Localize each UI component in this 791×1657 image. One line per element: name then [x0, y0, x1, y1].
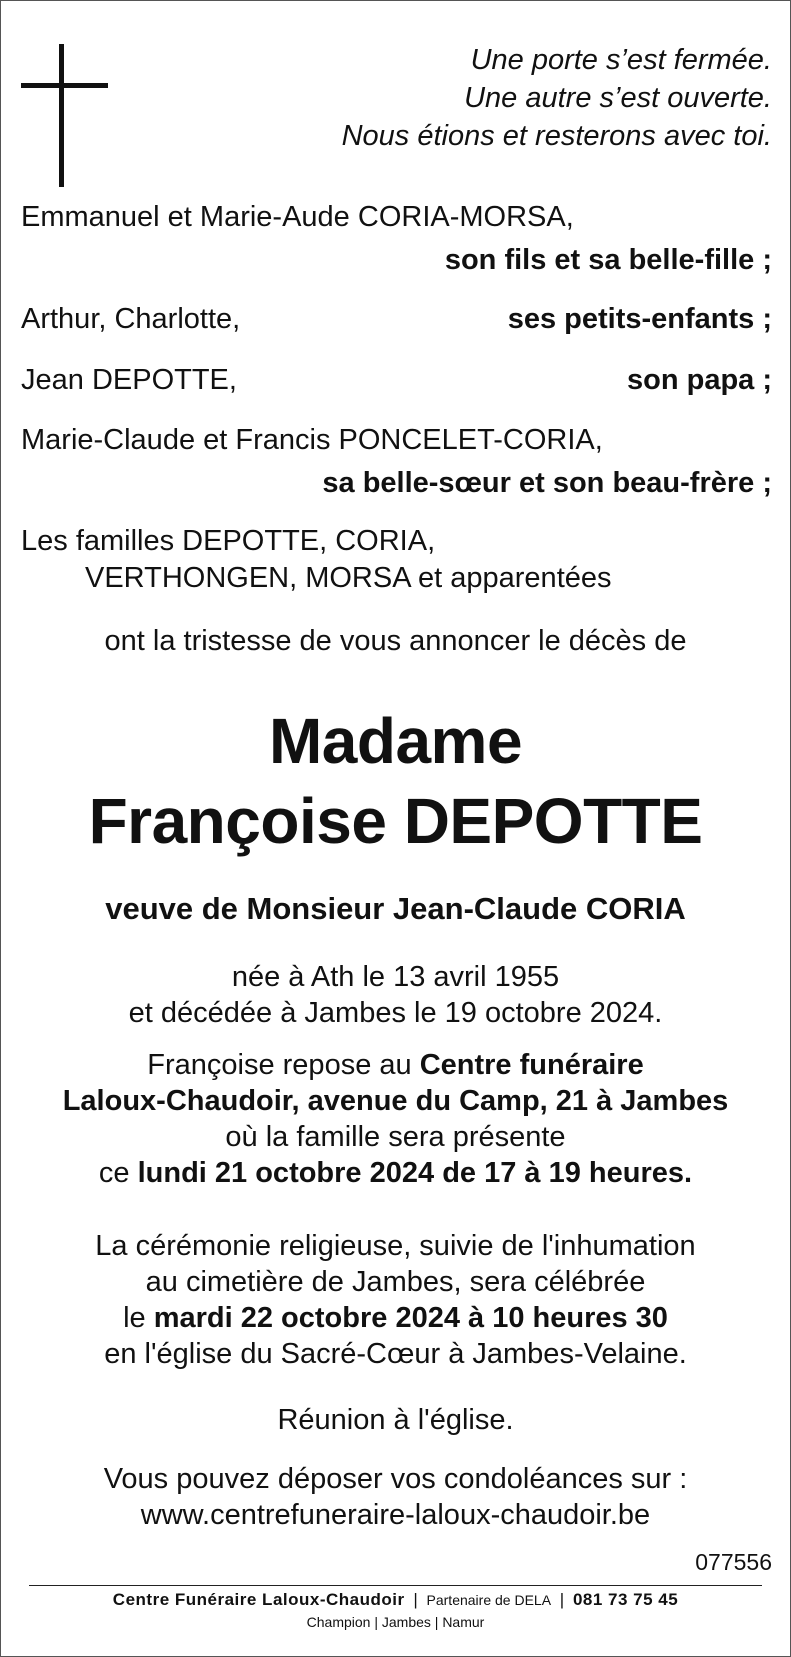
father-relation: son papa ;	[626, 364, 772, 396]
dates	[1, 959, 790, 1031]
ceremony-when-line	[1, 1300, 790, 1336]
grandchildren-relation: ses petits-enfants ;	[507, 303, 772, 335]
deceased-name: Françoise DEPOTTE	[88, 785, 703, 857]
ceremony	[1, 1228, 790, 1372]
visitation-line-3: où la famille sera présente	[225, 1121, 566, 1153]
son-relation: son fils et sa belle-fille ;	[444, 244, 772, 276]
visitation	[1, 1047, 790, 1191]
verse-line-2: Une autre s’est ouverte.	[464, 82, 772, 114]
verse-line-1: Une porte s’est fermée.	[470, 44, 772, 76]
sister-names: Marie-Claude et Francis PONCELET-CORIA,	[21, 424, 603, 456]
cross-icon-bar	[21, 83, 108, 88]
widow-of: veuve de Monsieur Jean-Claude CORIA	[105, 891, 686, 926]
ceremony-line-2: au cimetière de Jambes, sera célébrée	[145, 1266, 646, 1298]
birth-line: née à Ath le 13 avril 1955	[231, 961, 560, 993]
reference-code: 077556	[695, 1549, 772, 1575]
verse-line-3: Nous étions et resterons avec toi.	[341, 120, 772, 152]
father-name: Jean DEPOTTE,	[21, 364, 237, 396]
footer-main	[1, 1589, 790, 1611]
ceremony-line-4: en l'église du Sacré-Cœur à Jambes-Velaine.	[104, 1338, 687, 1370]
condolences-line: Vous pouvez déposer vos condoléances sur :	[103, 1463, 688, 1495]
verse	[342, 41, 772, 155]
condolences	[1, 1461, 790, 1533]
visitation-when-prefix: ce	[98, 1157, 138, 1189]
ceremony-when-prefix: le	[123, 1302, 154, 1334]
visitation-line-1	[1, 1047, 790, 1083]
sister-relation: sa belle-sœur et son beau-frère ;	[322, 467, 772, 499]
condolences-url[interactable]: www.centrefuneraire-laloux-chaudoir.be	[140, 1499, 651, 1531]
meeting: Réunion à l'église.	[277, 1404, 514, 1436]
announcement: ont la tristesse de vous annoncer le décès de	[104, 625, 687, 657]
visitation-when: lundi 21 octobre 2024 de 17 à 19 heures.	[137, 1157, 693, 1189]
footer-phone: 081 73 75 45	[572, 1590, 679, 1609]
footer-company: Centre Funéraire Laloux-Chaudoir	[112, 1590, 405, 1609]
families-line-1: Les familles DEPOTTE, CORIA,	[21, 525, 436, 557]
footer-divider	[29, 1585, 762, 1586]
ceremony-line-1: La cérémonie religieuse, suivie de l'inhumation	[95, 1230, 696, 1262]
visitation-prefix: Françoise repose au	[147, 1049, 420, 1081]
grandchildren-names: Arthur, Charlotte,	[21, 303, 241, 335]
footer-partner: Partenaire de DELA	[426, 1592, 552, 1608]
ceremony-when: mardi 22 octobre 2024 à 10 heures 30	[153, 1302, 668, 1334]
visitation-place-1: Centre funéraire	[419, 1049, 644, 1081]
footer-separator: |	[413, 1590, 418, 1609]
cross-icon	[59, 44, 64, 187]
son-names: Emmanuel et Marie-Aude CORIA-MORSA,	[21, 201, 574, 233]
deceased-title: Madame	[268, 705, 523, 777]
families-line-2: VERTHONGEN, MORSA et apparentées	[85, 562, 612, 594]
visitation-place-2: Laloux-Chaudoir, avenue du Camp, 21 à Jambes	[62, 1085, 729, 1117]
footer-locations: Champion | Jambes | Namur	[306, 1614, 485, 1630]
death-line: et décédée à Jambes le 19 octobre 2024.	[128, 997, 663, 1029]
footer-separator: |	[559, 1590, 565, 1609]
visitation-when-line	[1, 1155, 790, 1191]
